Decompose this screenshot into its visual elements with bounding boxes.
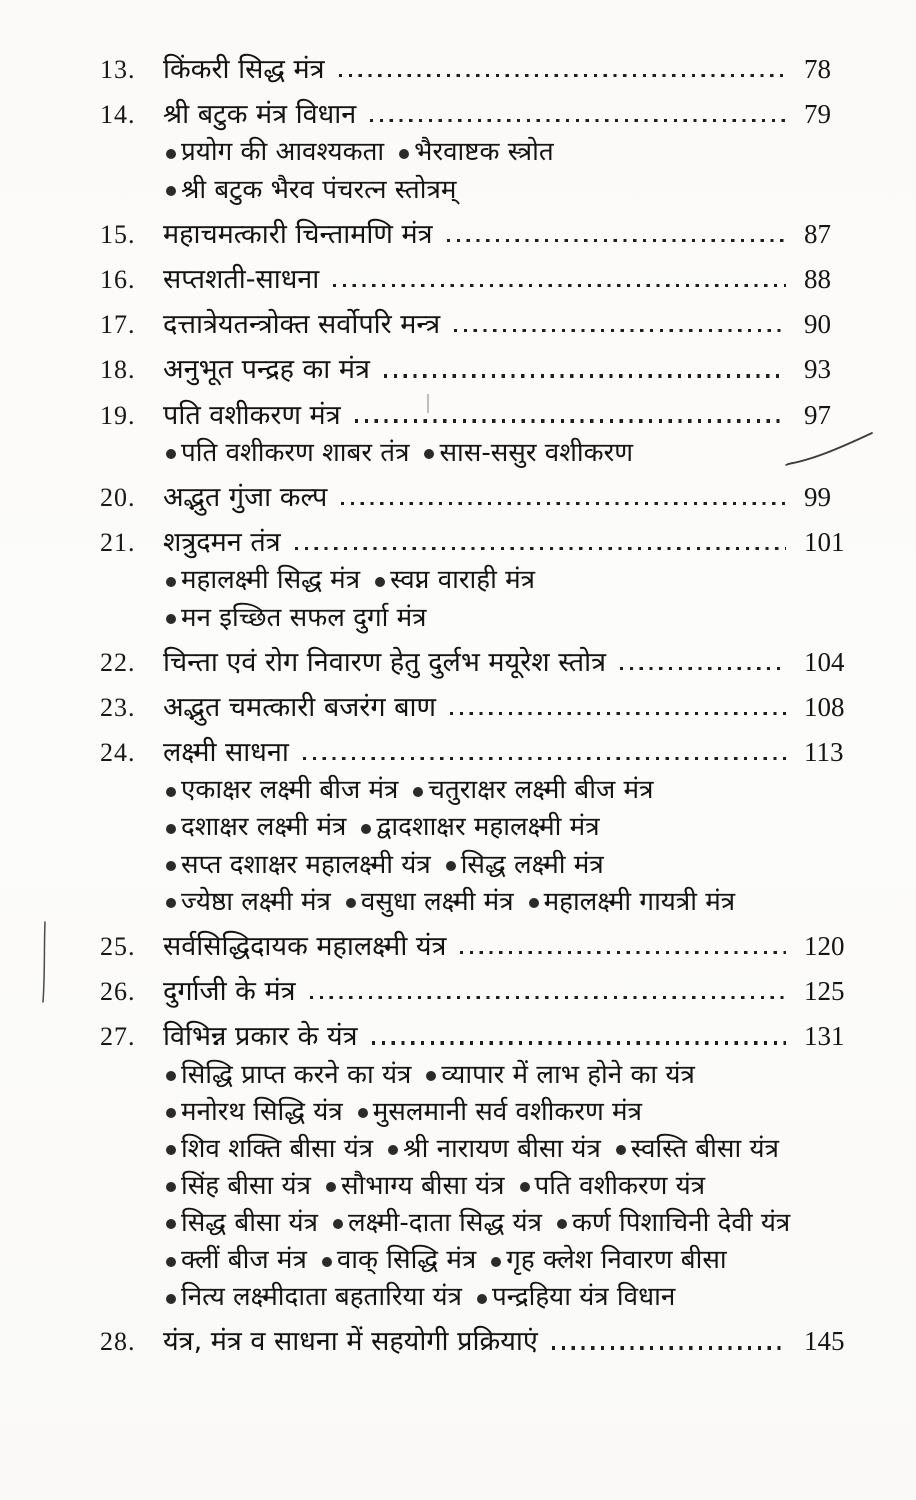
sub-topic	[446, 851, 604, 880]
sub-topic-label: भैरवाष्टक स्त्रोत	[414, 137, 554, 168]
toc-entry-row	[100, 527, 862, 558]
entry-page-number: 113	[804, 737, 844, 768]
entry-page-number: 90	[804, 309, 831, 340]
sub-topic	[166, 176, 456, 205]
dot-leader	[370, 119, 786, 122]
toc-entry	[100, 219, 862, 250]
sub-topic	[166, 851, 431, 880]
toc-entry	[100, 931, 862, 962]
entry-subs	[100, 439, 862, 468]
bullet-icon	[616, 1145, 626, 1155]
dot-leader	[450, 712, 786, 715]
bullet-icon	[361, 824, 371, 834]
sub-topic	[424, 439, 633, 468]
toc-entry-row	[100, 264, 862, 295]
bullet-icon	[388, 1145, 398, 1155]
sub-topic-label: प्रयोग की आवश्यकता	[181, 137, 385, 168]
sub-topic	[375, 566, 535, 595]
entry-number: 13.	[100, 55, 136, 84]
bullet-icon	[358, 1108, 368, 1118]
sub-topic	[166, 1283, 462, 1312]
entry-page-number: 97	[804, 399, 831, 430]
entry-page-number: 108	[804, 691, 845, 722]
bullet-icon	[477, 1294, 487, 1304]
sub-topic-label: मुसलमानी सर्व वशीकरण मंत्र	[372, 1096, 642, 1127]
entry-title: दत्तात्रेयतन्त्रोक्त सर्वोपरि मन्त्र	[163, 309, 441, 341]
dot-leader	[372, 1041, 786, 1044]
entry-page-number: 79	[804, 99, 831, 130]
entry-page-number: 120	[804, 930, 845, 961]
entry-subs	[100, 1061, 862, 1313]
sub-topic-label: सप्त दशाक्षर महालक्ष्मी यंत्र	[181, 849, 431, 880]
entry-title: श्री बटुक मंत्र विधान	[163, 99, 357, 131]
sub-topic	[413, 776, 653, 805]
sub-topic-label: श्री बटुक भैरव पंचरत्न स्तोत्रम्	[181, 174, 457, 205]
sub-topic	[557, 1209, 790, 1238]
toc-entry	[100, 737, 862, 917]
sub-topic	[388, 1135, 601, 1164]
dot-leader	[454, 329, 786, 332]
sub-topic	[166, 1135, 373, 1164]
sub-topic	[491, 1246, 726, 1275]
dot-leader	[447, 239, 786, 242]
toc-entry	[100, 647, 862, 678]
entry-title: दुर्गाजी के मंत्र	[163, 976, 296, 1008]
sub-topic-label: सिंह बीसा यंत्र	[181, 1170, 311, 1201]
toc-entry-row	[100, 1021, 862, 1052]
toc-entry	[100, 354, 862, 385]
sub-topic-label: महालक्ष्मी सिद्ध मंत्र	[181, 565, 361, 596]
toc-entry-row	[100, 354, 862, 385]
bullet-icon	[166, 149, 176, 159]
sub-topic	[326, 1172, 505, 1201]
bullet-icon	[346, 898, 356, 908]
dot-leader	[620, 667, 786, 670]
bullet-icon	[375, 577, 385, 587]
entry-title: पति वशीकरण मंत्र	[163, 399, 341, 431]
sub-line	[166, 138, 862, 167]
sub-line	[166, 1209, 862, 1238]
sub-topic-label: एकाक्षर लक्ष्मी बीज मंत्र	[181, 775, 399, 806]
sub-topic	[166, 1061, 411, 1090]
entry-page-number: 101	[804, 527, 845, 558]
entry-page-number: 99	[804, 481, 831, 512]
sub-topic-label: पन्द्रहिया यंत्र विधान	[491, 1282, 676, 1313]
sub-topic	[616, 1135, 779, 1164]
sub-topic-label: मन इच्छित सफल दुर्गा मंत्र	[181, 602, 427, 633]
sub-line	[166, 1135, 862, 1164]
entry-number: 15.	[100, 219, 136, 249]
sub-topic	[333, 1209, 542, 1238]
sub-line	[166, 1061, 862, 1090]
sub-topic-label: व्यापार में लाभ होने का यंत्र	[441, 1059, 695, 1090]
sub-topic	[399, 138, 554, 167]
sub-line	[166, 813, 862, 842]
entry-page-number: 93	[804, 354, 831, 385]
bullet-icon	[166, 1257, 176, 1267]
sub-topic-label: स्वप्न वाराही मंत्र	[390, 565, 535, 596]
sub-line	[166, 888, 862, 917]
toc-entry	[100, 1021, 862, 1312]
sub-line	[166, 1246, 862, 1275]
bullet-icon	[424, 449, 434, 459]
sub-topic	[520, 1172, 706, 1201]
toc-entry-row	[100, 737, 862, 768]
toc-entry	[100, 54, 862, 85]
sub-line	[166, 1098, 862, 1127]
entry-number: 19.	[100, 400, 136, 430]
dot-leader	[355, 419, 786, 422]
dot-leader	[303, 757, 786, 760]
entry-number: 28.	[100, 1327, 136, 1357]
bullet-icon	[166, 1182, 176, 1192]
bullet-icon	[399, 149, 409, 159]
sub-topic-label: सिद्धि प्राप्त करने का यंत्र	[181, 1059, 412, 1090]
entry-number: 27.	[100, 1022, 136, 1052]
sub-topic-label: वसुधा लक्ष्मी मंत्र	[360, 886, 514, 917]
sub-topic	[166, 138, 384, 167]
bullet-icon	[166, 614, 176, 624]
toc-entry-row	[100, 976, 862, 1007]
sub-topic-label: नित्य लक्ष्मीदाता बहतारिया यंत्र	[181, 1282, 462, 1313]
bullet-icon	[166, 1294, 176, 1304]
sub-topic-label: दशाक्षर लक्ष्मी मंत्र	[181, 812, 347, 843]
bullet-icon	[166, 1219, 176, 1229]
sub-topic-label: पति वशीकरण शाबर तंत्र	[181, 437, 410, 468]
bullet-icon	[166, 577, 176, 587]
toc-entry-row	[100, 309, 862, 340]
toc-entry	[100, 976, 862, 1007]
entry-subs	[100, 138, 862, 204]
entry-number: 20.	[100, 482, 136, 512]
bullet-icon	[446, 861, 456, 871]
sub-line	[166, 439, 862, 468]
dot-leader	[333, 284, 786, 287]
sub-topic	[529, 888, 736, 917]
sub-topic-label: गृह क्लेश निवारण बीसा	[506, 1245, 727, 1276]
entry-number: 21.	[100, 528, 136, 558]
sub-topic	[346, 888, 514, 917]
toc-entry	[100, 692, 862, 723]
dot-leader	[295, 547, 786, 550]
entry-number: 16.	[100, 264, 136, 294]
sub-line	[166, 176, 862, 205]
sub-topic-label: स्वस्ति बीसा यंत्र	[630, 1133, 779, 1164]
entry-title: अद्भुत गुंजा कल्प	[163, 481, 328, 513]
sub-line	[166, 776, 862, 805]
sub-topic	[166, 1246, 307, 1275]
bullet-icon	[529, 898, 539, 908]
bullet-icon	[520, 1182, 530, 1192]
entry-title: यंत्र, मंत्र व साधना में सहयोगी प्रक्रियाएं	[163, 1326, 538, 1358]
sub-topic-label: लक्ष्मी-दाता सिद्ध यंत्र	[347, 1207, 542, 1238]
entry-page-number: 78	[804, 54, 831, 84]
sub-line	[166, 1283, 862, 1312]
entry-number: 25.	[100, 931, 136, 961]
bullet-icon	[557, 1219, 567, 1229]
dot-leader	[341, 502, 786, 505]
toc-entry-row	[100, 931, 862, 962]
toc-list	[100, 54, 862, 1358]
bullet-icon	[166, 1145, 176, 1155]
bullet-icon	[166, 824, 176, 834]
entry-title: अद्भुत चमत्कारी बजरंग बाण	[163, 691, 437, 723]
sub-topic	[166, 439, 409, 468]
bullet-icon	[166, 861, 176, 871]
bullet-icon	[322, 1257, 332, 1267]
entry-number: 22.	[100, 647, 136, 677]
sub-line	[166, 851, 862, 880]
dot-leader	[552, 1346, 786, 1349]
sub-topic	[322, 1246, 476, 1275]
entry-number: 14.	[100, 100, 136, 130]
entry-title: अनुभूत पन्द्रह का मंत्र	[163, 354, 370, 386]
bullet-icon	[333, 1219, 343, 1229]
entry-number: 17.	[100, 310, 136, 340]
sub-topic	[166, 813, 346, 842]
bullet-icon	[426, 1071, 436, 1081]
toc-entry	[100, 1326, 862, 1357]
bullet-icon	[413, 787, 423, 797]
entry-page-number: 125	[804, 976, 845, 1007]
sub-topic-label: महालक्ष्मी गायत्री मंत्र	[543, 886, 736, 917]
bullet-icon	[166, 787, 176, 797]
sub-topic	[166, 888, 331, 917]
entry-number: 26.	[100, 977, 136, 1007]
sub-topic-label: क्लीं बीज मंत्र	[181, 1245, 307, 1276]
sub-topic-label: चतुराक्षर लक्ष्मी बीज मंत्र	[428, 775, 654, 806]
sub-topic	[166, 566, 360, 595]
toc-entry-row	[100, 692, 862, 723]
entry-number: 24.	[100, 738, 136, 768]
entry-number: 23.	[100, 692, 136, 722]
sub-topic-label: ज्येष्ठा लक्ष्मी मंत्र	[181, 886, 331, 917]
bullet-icon	[166, 1108, 176, 1118]
dot-leader	[460, 951, 786, 954]
sub-topic-label: कर्ण पिशाचिनी देवी यंत्र	[571, 1207, 791, 1238]
bullet-icon	[166, 449, 176, 459]
sub-topic-label: वाक् सिद्धि मंत्र	[336, 1245, 477, 1276]
toc-entry-row	[100, 400, 862, 431]
toc-entry-row	[100, 1326, 862, 1357]
bullet-icon	[166, 186, 176, 196]
pen-mark-vertical	[38, 918, 52, 1008]
sub-line	[166, 604, 862, 633]
toc-entry	[100, 264, 862, 295]
toc-entry	[100, 527, 862, 632]
toc-entry	[100, 309, 862, 340]
toc-entry-row	[100, 482, 862, 513]
sub-topic	[166, 604, 426, 633]
dot-leader	[384, 374, 786, 377]
sub-topic	[166, 1172, 311, 1201]
sub-topic-label: द्वादशाक्षर महालक्ष्मी मंत्र	[376, 812, 600, 843]
entry-number: 18.	[100, 355, 136, 385]
entry-page-number: 104	[804, 646, 845, 677]
entry-page-number: 131	[804, 1021, 845, 1052]
sub-line	[166, 566, 862, 595]
sub-topic	[166, 1098, 343, 1127]
entry-title: लक्ष्मी साधना	[163, 737, 289, 769]
toc-entry	[100, 99, 862, 204]
sub-topic-label: मनोरथ सिद्धि यंत्र	[181, 1096, 343, 1127]
sub-topic	[166, 1209, 318, 1238]
entry-title: विभिन्न प्रकार के यंत्र	[163, 1021, 358, 1053]
sub-topic-label: श्री नारायण बीसा यंत्र	[403, 1133, 601, 1164]
sub-topic-label: शिव शक्ति बीसा यंत्र	[181, 1133, 374, 1164]
toc-entry-row	[100, 647, 862, 678]
bullet-icon	[326, 1182, 336, 1192]
sub-topic	[358, 1098, 642, 1127]
entry-title: किंकरी सिद्ध मंत्र	[163, 54, 325, 85]
bullet-icon	[166, 898, 176, 908]
sub-topic	[361, 813, 599, 842]
toc-entry-row	[100, 54, 862, 85]
sub-topic-label: सिद्ध बीसा यंत्र	[181, 1207, 318, 1238]
entry-subs	[100, 776, 862, 916]
toc-entry	[100, 482, 862, 513]
toc-entry-row	[100, 219, 862, 250]
sub-topic	[426, 1061, 694, 1090]
toc-entry	[100, 400, 862, 468]
sub-line	[166, 1172, 862, 1201]
toc-entry-row	[100, 99, 862, 130]
dot-leader	[339, 74, 786, 77]
entry-title: सप्तशती-साधना	[163, 263, 320, 295]
sub-topic	[166, 776, 398, 805]
sub-topic	[477, 1283, 675, 1312]
sub-topic-label: पति वशीकरण यंत्र	[534, 1170, 706, 1201]
sub-topic-label: सास-ससुर वशीकरण	[439, 437, 634, 468]
sub-topic-label: सौभाग्य बीसा यंत्र	[340, 1170, 505, 1201]
bullet-icon	[166, 1071, 176, 1081]
entry-title: सर्वसिद्धिदायक महालक्ष्मी यंत्र	[163, 930, 447, 962]
entry-page-number: 87	[804, 218, 831, 249]
dot-leader	[310, 996, 786, 999]
entry-title: महाचमत्कारी चिन्तामणि मंत्र	[163, 218, 433, 250]
bullet-icon	[491, 1257, 501, 1267]
entry-page-number: 88	[804, 263, 831, 294]
entry-page-number: 145	[804, 1326, 845, 1357]
entry-title: शत्रुदमन तंत्र	[163, 527, 281, 559]
entry-subs	[100, 566, 862, 632]
sub-topic-label: सिद्ध लक्ष्मी मंत्र	[460, 849, 604, 880]
entry-title: चिन्ता एवं रोग निवारण हेतु दुर्लभ मयूरेश स्तोत्र	[163, 646, 606, 678]
